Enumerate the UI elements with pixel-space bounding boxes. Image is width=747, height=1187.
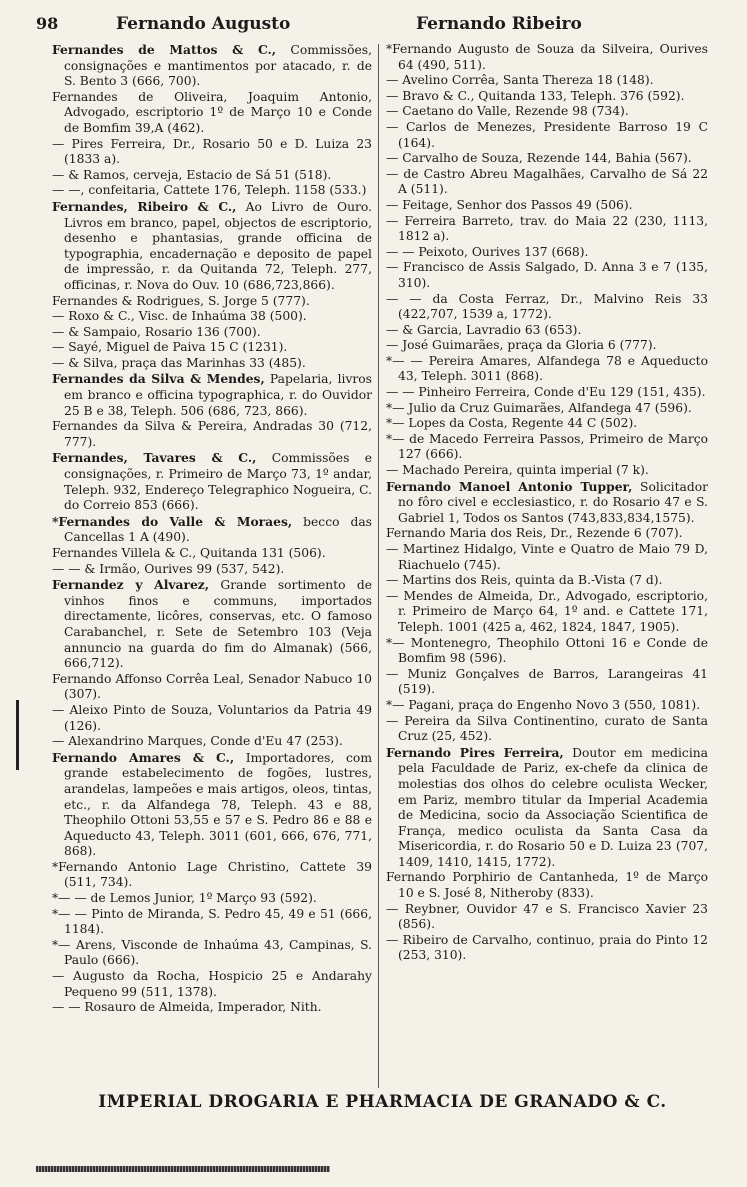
footer-strip [36,1166,330,1172]
entry-text: — Caetano do Valle, Rezende 98 (734). [386,104,629,119]
entry-text: Grande sortimento de vinhos finos e communs, importados directamente, licôres, conservas, etc. O famoso Carabanchel, r. Sete de Setembro 103 (Veja annuncio na guarda do fim do Almanak) (566, 666,712). [64,578,372,671]
entry-text: Fernando Maria dos Reis, Dr., Rezende 6 (707). [386,526,683,541]
entry-text: Fernando Affonso Corrêa Leal, Senador Nabuco 10 (307). [52,671,372,702]
directory-entry [386,636,708,667]
directory-entry [52,1000,372,1016]
directory-entry [386,902,708,933]
entry-text: — Alexandrino Marques, Conde d'Eu 47 (253). [52,734,343,749]
entry-text: *— Pagani, praça do Engenho Novo 3 (550, 1081). [386,697,701,712]
directory-entry [52,199,372,294]
right-running-head: Fernando Ribeiro [416,14,582,34]
entry-text: — Pires Ferreira, Dr., Rosario 50 e D. Luiza 23 (1833 a). [52,136,372,167]
entry-text: — Roxo & C., Visc. de Inhaúma 38 (500). [52,309,307,324]
entry-text: Doutor em medicina pela Faculdade de Pariz, ex-chefe da clinica de molestias dos olhos do celebre oculista Wecker, em Pariz, membro titular da Imperial Academia de Medicina, socio da Associação Scientifica de França, medico oculista da Santa Casa da Misericordia, r. do Rosario 50 e D. Luiza 23 (707, 1409, 1410, 1415, 1772). [398,745,708,869]
entry-text: — Carvalho de Souza, Rezende 144, Bahia (567). [386,151,692,166]
entry-firm-name: Fernandes da Silva & Mendes, [52,371,265,387]
entry-text: — Bravo & C., Quitanda 133, Teleph. 376 (592). [386,88,685,103]
entry-text: *— — Pereira Amares, Alfandega 78 e Aqueducto 43, Teleph. 3011 (868). [386,353,708,384]
directory-entry [52,514,372,546]
entry-text: — Francisco de Assis Salgado, D. Anna 3 e 7 (135, 310). [386,260,708,290]
entry-text: Commissões, consignações e mantimentos por atacado, r. de S. Bento 3 (666, 700). [64,43,372,89]
entry-text: *— de Macedo Ferreira Passos, Primeiro de Março 127 (666). [386,431,708,462]
entry-text: Fernandes da Silva & Pereira, Andradas 30 (712, 777). [52,419,372,449]
entry-text: *— Arens, Visconde de Inhaúma 43, Campinas, S. Paulo (666). [52,937,372,968]
directory-entry [386,323,708,339]
directory-entry [386,167,708,198]
directory-entry [386,526,708,542]
entry-text: *— Lopes da Costa, Regente 44 C (502). [386,416,638,431]
directory-entry [52,734,372,750]
directory-entry [386,714,708,745]
page-header [36,8,727,36]
entry-text: *Fernando Augusto de Souza da Silveira, Ourives 64 (490, 511). [386,42,708,72]
directory-entry [386,89,708,105]
entry-firm-name: Fernando Pires Ferreira, [386,744,564,760]
directory-entry [52,419,372,450]
entry-text: — & Silva, praça das Marinhas 33 (485). [52,355,306,370]
directory-entry [386,245,708,261]
directory-entry [52,371,372,419]
entry-firm-name: Fernando Amares & C., [52,749,235,765]
entry-text: *— Montenegro, Theophilo Ottoni 16 e Conde de Bomfim 98 (596). [386,635,708,666]
directory-entry [52,891,372,907]
entry-firm-name: Fernandes de Mattos & C., [52,42,277,57]
entry-text: — — Rosauro de Almeida, Imperador, Nith. [52,1000,322,1015]
entry-text: — Martins dos Reis, quinta da B.-Vista (7 d). [386,573,663,588]
entry-firm-name: Fernandes, Tavares & C., [52,450,257,466]
directory-entry [386,292,708,323]
bottom-advertisement: IMPERIAL DROGARIA E PHARMACIA DE GRANADO & C. [98,1092,667,1112]
entry-text: — & Sampaio, Rosario 136 (700). [52,324,261,339]
entry-text: — Ribeiro de Carvalho, continuo, praia do Pinto 12 (253, 310). [386,932,708,963]
entry-text: — Avelino Corrêa, Santa Thereza 18 (148). [386,73,654,88]
entry-text: — Martinez Hidalgo, Vinte e Quatro de Maio 79 D, Riachuelo (745). [386,542,708,572]
entry-firm-name: Fernando Manoel Antonio Tupper, [386,478,633,494]
directory-entry [386,416,708,432]
directory-entry [386,120,708,151]
entry-text: — Pereira da Silva Continentino, curato de Santa Cruz (25, 452). [386,713,708,744]
directory-entry [386,354,708,385]
directory-entry [52,969,372,1000]
entry-text: Importadores, com grande estabelecimento de fogões, lustres, arandelas, lampeões e mais artigos, oleos, tintas, etc., r. da Alfandega 78, Teleph. 43 e 88, Theophilo Ottoni 53,55 e 57 e S. Pedro 86 e 88 e Aqueducto 43, Teleph. 3011 (601, 666, 676, 771, 868). [64,750,372,859]
entry-text: — Aleixo Pinto de Souza, Voluntarios da Patria 49 (126). [52,702,372,733]
entry-text: — Ferreira Barreto, trav. do Maia 22 (230, 1113, 1812 a). [386,213,708,244]
column-divider [378,44,379,1088]
directory-entry [386,698,708,714]
directory-entry [52,860,372,891]
left-column [52,42,372,1016]
directory-entry [386,933,708,964]
directory-entry [386,401,708,417]
directory-entry [52,450,372,513]
directory-entry [386,667,708,698]
entry-text: — Machado Pereira, quinta imperial (7 k). [386,463,649,478]
directory-entry [386,745,708,871]
entry-text: — — da Costa Ferraz, Dr., Malvino Reis 33 (422,707, 1539 a, 1772). [386,291,708,322]
directory-entry [386,214,708,245]
entry-text: — & Garcia, Lavradio 63 (653). [386,322,582,337]
entry-text: Fernandes & Rodrigues, S. Jorge 5 (777). [52,293,310,308]
entry-text: — — Pinheiro Ferreira, Conde d'Eu 129 (151, 435). [386,385,706,400]
directory-entry [386,542,708,573]
directory-entry [52,907,372,938]
directory-entry [386,151,708,167]
directory-entry [386,589,708,636]
entry-text: — — Peixoto, Ourives 137 (668). [386,244,589,259]
right-column [386,42,708,964]
directory-entry [386,260,708,291]
entry-text: Papelaria, livros em branco e officina typographica, r. do Ouvidor 25 B e 38, Teleph. 506 (686, 723, 866). [64,372,372,418]
directory-entry [52,294,372,310]
entry-text: — Muniz Gonçalves de Barros, Larangeiras 41 (519). [386,666,708,697]
directory-entry [52,703,372,734]
directory-entry [386,42,708,73]
directory-entry [52,90,372,137]
entry-firm-name: Fernandez y Alvarez, [52,577,210,593]
directory-entry [52,168,372,184]
directory-entry [52,562,372,578]
entry-firm-name: *Fernandes do Valle & Moraes, [52,513,293,529]
entry-text: — Reybner, Ouvidor 47 e S. Francisco Xavier 23 (856). [386,901,708,932]
entry-text: *— — de Lemos Junior, 1º Março 93 (592). [52,891,317,906]
directory-entry [52,183,372,199]
entry-text: Fernando Porphirio de Cantanheda, 1º de Março 10 e S. José 8, Nitheroby (833). [386,870,708,901]
directory-entry [52,137,372,168]
directory-entry [386,73,708,89]
directory-entry [52,42,372,90]
entry-text: — Augusto da Rocha, Hospicio 25 e Andarahy Pequeno 99 (511, 1378). [52,969,372,999]
entry-text: becco das Cancellas 1 A (490). [64,514,372,545]
directory-entry [386,870,708,901]
directory-entry [52,750,372,860]
directory-entry [386,198,708,214]
entry-text: — Feitage, Senhor dos Passos 49 (506). [386,197,633,212]
directory-entry [52,672,372,703]
entry-text: *Fernando Antonio Lage Christino, Cattete 39 (511, 734). [52,859,372,890]
entry-text: — & Ramos, cerveja, Estacio de Sá 51 (518). [52,167,332,182]
entry-text: *— Julio da Cruz Guimarães, Alfandega 47 (596). [386,400,692,415]
directory-entry [386,338,708,354]
directory-entry [52,546,372,562]
directory-entry [386,573,708,589]
entry-text: — Mendes de Almeida, Dr., Advogado, escriptorio, r. Primeiro de Março 64, 1º and. e Cattete 171, Teleph. 1001 (425 a, 462, 1824, 1847, 1905). [386,588,708,634]
page-number: 98 [36,14,59,33]
left-running-head: Fernando Augusto [116,14,291,34]
directory-entry [386,385,708,401]
margin-mark [16,700,19,770]
directory-entry [52,356,372,372]
entry-text: Fernandes Villela & C., Quitanda 131 (506). [52,546,326,560]
directory-entry [386,432,708,463]
entry-text: — Carlos de Menezes, Presidente Barroso 19 C (164). [386,119,708,150]
entry-firm-name: Fernandes, Ribeiro & C., [52,198,237,214]
directory-entry [52,938,372,969]
entry-text: Ao Livro de Ouro. Livros em branco, papel, objectos de escriptorio, desenho e phantasias, grande officina de typographia, encadernação e deposito de papel de impressão, r. da Quitanda 72, Teleph. 277, officinas, r. Nova do Ouv. 10 (686,723,866). [64,199,373,292]
entry-text: *— — Pinto de Miranda, S. Pedro 45, 49 e 51 (666, 1184). [52,906,372,937]
entry-text: — —, confeitaria, Cattete 176, Teleph. 1158 (533.) [52,183,367,198]
entry-text: — — & Irmão, Ourives 99 (537, 542). [52,561,285,576]
directory-entry [386,104,708,120]
entry-text: — José Guimarães, praça da Gloria 6 (777). [386,338,657,353]
entry-text: Fernandes de Oliveira, Joaquim Antonio, Advogado, escriptorio 1º de Março 10 e Conde de Bomfim 39,A (462). [52,89,372,135]
entry-text: Solicitador no fôro civel e ecclesiastico, r. do Rosario 47 e S. Gabriel 1, Todos os Santos (743,833,834,1575). [398,479,709,525]
directory-entry [52,309,372,325]
entry-text: — de Castro Abreu Magalhães, Carvalho de Sá 22 A (511). [386,166,708,197]
directory-entry [52,577,372,672]
directory-entry [52,340,372,356]
directory-entry [386,463,708,479]
directory-entry [386,479,708,527]
entry-text: Commissões e consignações, r. Primeiro de Março 73, 1º andar, Teleph. 932, Endereço Telegraphico Nogueira, C. do Correio 853 (666). [64,451,372,513]
entry-text: — Sayé, Miguel de Paiva 15 C (1231). [52,340,288,355]
directory-entry [52,325,372,341]
